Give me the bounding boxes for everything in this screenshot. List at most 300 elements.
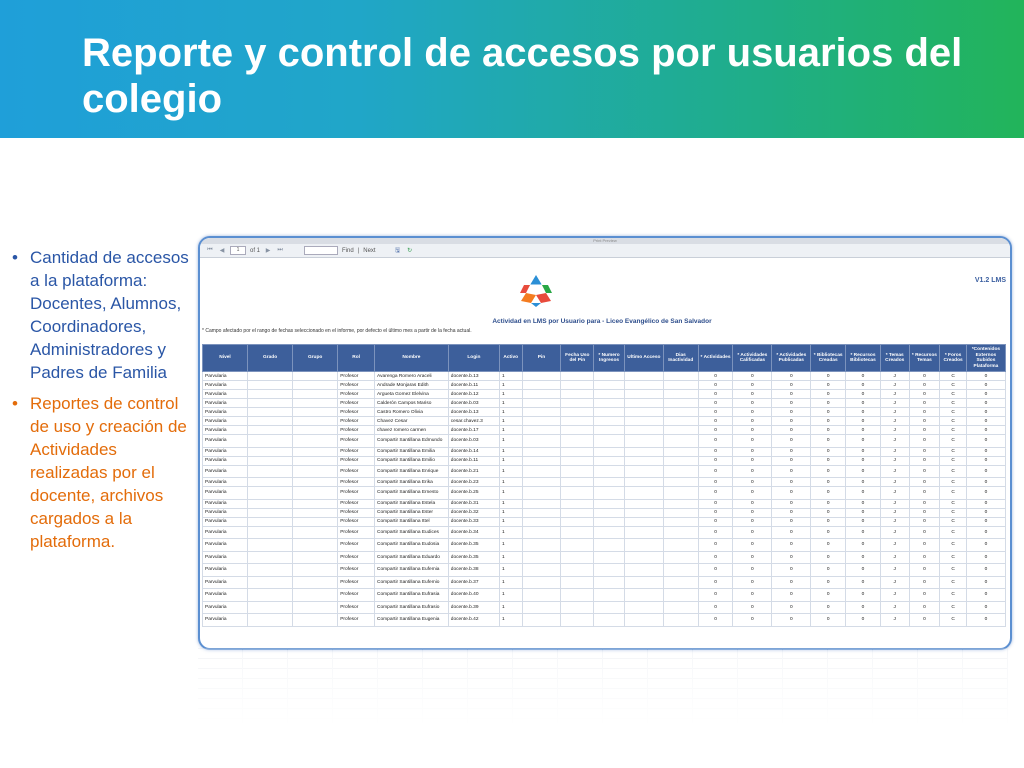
table-cell <box>594 399 625 408</box>
table-cell <box>561 465 594 478</box>
table-cell: docente.b.35 <box>448 539 499 552</box>
table-cell <box>248 408 293 417</box>
bullet-icon: • <box>12 394 18 413</box>
table-cell <box>293 435 338 448</box>
table-cell: C <box>940 478 967 487</box>
table-cell: J <box>880 499 909 508</box>
table-cell: Profesor <box>338 508 375 517</box>
table-cell <box>561 551 594 564</box>
next-page-icon[interactable]: ▶ <box>265 248 271 254</box>
column-header: * Recursos Bibliotecas <box>846 345 881 372</box>
table-cell: Compartir Santillana Eufemio <box>375 576 449 589</box>
table-cell <box>293 447 338 456</box>
table-cell: Profesor <box>338 589 375 602</box>
table-cell: 0 <box>772 539 811 552</box>
table-cell: 0 <box>846 447 881 456</box>
table-cell <box>248 372 293 381</box>
table-cell <box>522 601 561 614</box>
table-cell <box>522 539 561 552</box>
table-cell: 0 <box>846 465 881 478</box>
column-header: * Actividades <box>698 345 733 372</box>
table-cell: 0 <box>698 517 733 526</box>
table-cell: J <box>880 465 909 478</box>
table-row <box>203 399 1006 408</box>
table-cell: 1 <box>499 589 522 602</box>
table-cell <box>248 381 293 390</box>
table-cell: Parvularia <box>203 408 248 417</box>
table-cell: C <box>940 499 967 508</box>
export-icon[interactable]: 🖫 <box>395 247 401 254</box>
table-cell: 0 <box>846 435 881 448</box>
table-cell: 0 <box>846 456 881 465</box>
table-cell: 0 <box>846 399 881 408</box>
table-cell <box>594 589 625 602</box>
table-cell <box>624 551 663 564</box>
column-header: * Foros Creados <box>940 345 967 372</box>
table-cell: C <box>940 456 967 465</box>
table-row <box>203 539 1006 552</box>
table-cell <box>561 526 594 539</box>
table-cell <box>522 508 561 517</box>
slide-title: Reporte y control de accesos por usuarios del colegio <box>82 31 963 121</box>
table-cell <box>663 408 698 417</box>
refresh-icon[interactable]: ↻ <box>407 248 413 254</box>
table-cell <box>624 614 663 627</box>
table-cell: docente.b.23 <box>448 478 499 487</box>
table-cell: 0 <box>698 426 733 435</box>
table-cell: docente.b.03 <box>448 399 499 408</box>
table-cell: 0 <box>698 539 733 552</box>
table-cell: 0 <box>698 526 733 539</box>
table-cell <box>624 526 663 539</box>
table-cell: Parvularia <box>203 601 248 614</box>
table-cell: Profesor <box>338 417 375 426</box>
table-cell: Profesor <box>338 551 375 564</box>
bullet-list <box>10 246 192 561</box>
report-table <box>202 344 1006 627</box>
table-cell: 0 <box>811 435 846 448</box>
table-cell <box>561 399 594 408</box>
table-cell: docente.b.31 <box>448 499 499 508</box>
table-cell: 0 <box>698 447 733 456</box>
table-cell: 0 <box>698 499 733 508</box>
table-cell <box>561 589 594 602</box>
table-cell: J <box>880 447 909 456</box>
prev-page-icon[interactable]: ◀ <box>219 248 225 254</box>
table-cell: 0 <box>772 526 811 539</box>
table-cell: Profesor <box>338 390 375 399</box>
table-cell: 0 <box>811 478 846 487</box>
table-cell <box>293 465 338 478</box>
table-row <box>203 487 1006 500</box>
table-cell <box>293 399 338 408</box>
table-cell: 0 <box>772 456 811 465</box>
table-cell: 0 <box>846 487 881 500</box>
table-cell: Profesor <box>338 372 375 381</box>
table-cell: Parvularia <box>203 508 248 517</box>
table-cell: 0 <box>698 435 733 448</box>
table-cell <box>624 517 663 526</box>
table-cell: C <box>940 408 967 417</box>
table-cell: Calderón Campos Mariso <box>375 399 449 408</box>
table-cell: 0 <box>733 390 772 399</box>
table-cell: C <box>940 526 967 539</box>
table-cell: 0 <box>966 601 1005 614</box>
table-cell <box>522 478 561 487</box>
table-cell: 0 <box>966 526 1005 539</box>
table-cell: 0 <box>909 390 940 399</box>
table-cell: cesar.chavez.3 <box>448 417 499 426</box>
table-cell <box>624 381 663 390</box>
table-cell: 0 <box>811 456 846 465</box>
table-cell: docente.b.38 <box>448 564 499 577</box>
table-cell: 1 <box>499 508 522 517</box>
table-cell: 0 <box>846 526 881 539</box>
table-cell: docente.b.35 <box>448 551 499 564</box>
table-row <box>203 372 1006 381</box>
table-row <box>203 564 1006 577</box>
table-cell: 0 <box>733 426 772 435</box>
table-cell <box>561 539 594 552</box>
first-page-icon[interactable]: ⏮ <box>207 247 213 253</box>
column-header: Fecha Uso del Pin <box>561 345 594 372</box>
table-row <box>203 456 1006 465</box>
table-cell <box>663 551 698 564</box>
table-cell: 0 <box>698 508 733 517</box>
report-toolbar: ⏮ ◀ 1 of 1 ▶ ⏭ Find | Next 🖫 ↻ <box>200 244 1010 258</box>
table-cell: 0 <box>733 551 772 564</box>
table-cell: 0 <box>846 517 881 526</box>
table-cell: Parvularia <box>203 435 248 448</box>
report-note: * Campo afectado por el rango de fechas seleccionado en el informe, por defecto el último mes a partir de la fecha actual. <box>202 328 472 334</box>
table-cell <box>663 508 698 517</box>
table-cell: J <box>880 381 909 390</box>
table-cell: C <box>940 551 967 564</box>
table-cell: Parvularia <box>203 465 248 478</box>
table-cell <box>293 564 338 577</box>
table-cell: 0 <box>733 408 772 417</box>
table-cell: J <box>880 390 909 399</box>
table-header <box>203 345 1006 372</box>
table-cell: docente.b.13 <box>448 372 499 381</box>
table-cell: docente.b.11 <box>448 381 499 390</box>
table-cell: 0 <box>811 487 846 500</box>
table-cell <box>624 478 663 487</box>
column-header: * Numero Ingresos <box>594 345 625 372</box>
table-cell: 0 <box>733 456 772 465</box>
table-cell: 0 <box>909 517 940 526</box>
table-cell <box>522 551 561 564</box>
table-cell: 0 <box>733 564 772 577</box>
table-cell: C <box>940 539 967 552</box>
table-cell: 0 <box>698 614 733 627</box>
table-cell <box>663 447 698 456</box>
table-cell: Compartir Santillana Eudices <box>375 526 449 539</box>
table-cell: 0 <box>966 435 1005 448</box>
table-cell <box>248 526 293 539</box>
table-cell: 1 <box>499 576 522 589</box>
table-cell <box>594 417 625 426</box>
table-cell: 0 <box>846 390 881 399</box>
table-cell <box>624 465 663 478</box>
table-cell: 0 <box>772 508 811 517</box>
table-cell <box>248 551 293 564</box>
table-cell <box>663 576 698 589</box>
table-cell <box>293 426 338 435</box>
table-cell <box>522 564 561 577</box>
table-cell: 0 <box>698 551 733 564</box>
table-cell: 1 <box>499 499 522 508</box>
table-cell: 0 <box>846 381 881 390</box>
table-cell <box>522 614 561 627</box>
table-cell <box>561 447 594 456</box>
table-cell: 0 <box>698 564 733 577</box>
table-cell: Parvularia <box>203 447 248 456</box>
table-cell: J <box>880 408 909 417</box>
table-cell: 0 <box>698 417 733 426</box>
table-cell <box>561 564 594 577</box>
table-cell <box>624 499 663 508</box>
table-cell: 0 <box>909 417 940 426</box>
table-cell: C <box>940 589 967 602</box>
table-cell: 0 <box>846 539 881 552</box>
table-cell: docente.b.21 <box>448 465 499 478</box>
table-cell <box>663 517 698 526</box>
table-cell: 0 <box>909 456 940 465</box>
table-cell <box>561 487 594 500</box>
table-cell: 0 <box>772 381 811 390</box>
table-cell <box>561 614 594 627</box>
table-cell: J <box>880 435 909 448</box>
table-cell: 0 <box>909 447 940 456</box>
last-page-icon[interactable]: ⏭ <box>277 247 283 253</box>
table-cell: 0 <box>811 614 846 627</box>
table-cell: 0 <box>772 601 811 614</box>
table-cell: 0 <box>909 601 940 614</box>
table-cell: C <box>940 447 967 456</box>
table-cell: 0 <box>733 589 772 602</box>
bullet-item-accesos <box>10 246 192 384</box>
table-cell: 0 <box>733 478 772 487</box>
page-number-input[interactable]: 1 <box>230 246 246 255</box>
next-link[interactable]: Next <box>363 247 376 254</box>
table-cell: 0 <box>772 426 811 435</box>
table-cell <box>594 435 625 448</box>
table-cell <box>522 381 561 390</box>
table-cell: J <box>880 589 909 602</box>
column-header: * Temas Creados <box>880 345 909 372</box>
version-label: V1.2 LMS <box>974 277 1006 284</box>
table-cell: 0 <box>698 456 733 465</box>
column-header: Ultimo Acceso <box>624 345 663 372</box>
table-cell: 0 <box>966 551 1005 564</box>
table-cell: 1 <box>499 399 522 408</box>
table-row <box>203 408 1006 417</box>
table-cell: 0 <box>966 589 1005 602</box>
table-body <box>203 372 1006 627</box>
find-link[interactable]: Find <box>342 247 354 254</box>
table-cell: C <box>940 372 967 381</box>
table-row <box>203 499 1006 508</box>
table-cell: 1 <box>499 517 522 526</box>
table-cell: 0 <box>909 426 940 435</box>
table-cell: 1 <box>499 435 522 448</box>
find-input[interactable] <box>304 246 338 255</box>
table-cell <box>248 447 293 456</box>
table-cell: Compartir Santillana Erika <box>375 478 449 487</box>
table-cell: 1 <box>499 487 522 500</box>
table-cell: 0 <box>733 539 772 552</box>
table-cell <box>561 381 594 390</box>
table-row <box>203 614 1006 627</box>
table-cell: 0 <box>811 589 846 602</box>
table-cell <box>624 589 663 602</box>
table-cell: 0 <box>733 601 772 614</box>
table-cell: Chavez Cesar <box>375 417 449 426</box>
table-cell: 0 <box>909 508 940 517</box>
table-cell <box>293 390 338 399</box>
column-header: * Actividades Publicadas <box>772 345 811 372</box>
table-cell <box>293 417 338 426</box>
table-cell <box>293 381 338 390</box>
table-cell <box>663 487 698 500</box>
table-cell: Profesor <box>338 487 375 500</box>
table-cell <box>594 465 625 478</box>
table-cell <box>663 399 698 408</box>
table-cell: Parvularia <box>203 564 248 577</box>
table-cell <box>624 417 663 426</box>
table-cell: Compartir Santillana Eugenia <box>375 614 449 627</box>
table-cell: C <box>940 465 967 478</box>
table-cell <box>522 390 561 399</box>
table-cell: 0 <box>811 551 846 564</box>
table-cell <box>624 564 663 577</box>
column-header: Nombre <box>375 345 449 372</box>
table-cell: docente.b.14 <box>448 447 499 456</box>
table-cell: 0 <box>846 551 881 564</box>
table-cell: Compartir Santillana Ernesto <box>375 487 449 500</box>
table-cell <box>594 478 625 487</box>
table-cell: 0 <box>698 589 733 602</box>
table-cell: 0 <box>846 601 881 614</box>
table-cell <box>624 539 663 552</box>
table-cell: C <box>940 435 967 448</box>
table-cell <box>624 456 663 465</box>
table-cell <box>248 589 293 602</box>
table-cell: docente.b.25 <box>448 487 499 500</box>
bullet-icon: • <box>12 248 18 267</box>
table-cell: 0 <box>909 408 940 417</box>
table-cell: Compartir Santillana Eufrasio <box>375 601 449 614</box>
table-cell <box>594 381 625 390</box>
table-cell: 0 <box>811 426 846 435</box>
table-cell: 0 <box>846 589 881 602</box>
table-cell: 0 <box>772 435 811 448</box>
table-row <box>203 551 1006 564</box>
table-cell: docente.b.39 <box>448 601 499 614</box>
table-cell: 0 <box>811 417 846 426</box>
screenshot-reflection <box>198 648 1008 728</box>
table-cell: 0 <box>772 372 811 381</box>
table-cell: Compartir Santillana Ester <box>375 508 449 517</box>
table-cell <box>663 465 698 478</box>
table-cell: docente.b.33 <box>448 517 499 526</box>
table-cell: 0 <box>966 408 1005 417</box>
table-cell: J <box>880 372 909 381</box>
table-cell: 0 <box>811 465 846 478</box>
table-cell: 0 <box>966 399 1005 408</box>
table-cell: Parvularia <box>203 478 248 487</box>
table-cell <box>522 517 561 526</box>
table-cell <box>293 408 338 417</box>
page-count-label: of 1 <box>250 247 261 254</box>
table-cell <box>522 456 561 465</box>
table-cell: 0 <box>698 390 733 399</box>
table-row <box>203 435 1006 448</box>
table-cell <box>522 372 561 381</box>
table-cell: Parvularia <box>203 551 248 564</box>
table-cell <box>248 456 293 465</box>
table-cell <box>561 478 594 487</box>
title-banner <box>0 0 1024 138</box>
table-cell <box>522 447 561 456</box>
table-cell <box>561 372 594 381</box>
table-cell: J <box>880 478 909 487</box>
table-cell: 0 <box>909 576 940 589</box>
table-cell: 1 <box>499 381 522 390</box>
table-cell: Parvularia <box>203 399 248 408</box>
table-cell: 0 <box>846 508 881 517</box>
table-cell: 0 <box>811 539 846 552</box>
table-cell: 0 <box>733 576 772 589</box>
table-cell <box>248 426 293 435</box>
table-cell <box>293 589 338 602</box>
table-cell <box>663 589 698 602</box>
table-cell <box>522 465 561 478</box>
table-cell: C <box>940 576 967 589</box>
table-cell: 0 <box>909 478 940 487</box>
table-cell: 0 <box>846 426 881 435</box>
table-cell <box>293 508 338 517</box>
table-cell <box>624 487 663 500</box>
table-cell: Profesor <box>338 435 375 448</box>
table-cell: docente.b.03 <box>448 435 499 448</box>
table-cell: docente.b.12 <box>448 390 499 399</box>
table-cell: 1 <box>499 426 522 435</box>
table-cell <box>594 426 625 435</box>
table-cell: Parvularia <box>203 487 248 500</box>
table-cell: C <box>940 601 967 614</box>
table-cell: 0 <box>811 576 846 589</box>
column-header: * Recursos Temas <box>909 345 940 372</box>
table-cell: Parvularia <box>203 499 248 508</box>
table-cell: 0 <box>698 487 733 500</box>
table-cell: 0 <box>772 487 811 500</box>
table-cell: Profesor <box>338 499 375 508</box>
table-cell <box>594 601 625 614</box>
table-cell: 0 <box>772 614 811 627</box>
table-cell: 0 <box>733 517 772 526</box>
table-cell: 0 <box>698 372 733 381</box>
table-cell <box>624 408 663 417</box>
table-cell <box>594 526 625 539</box>
table-cell: 0 <box>733 526 772 539</box>
column-header: * Bibliotecas Creadas <box>811 345 846 372</box>
table-cell <box>663 478 698 487</box>
table-cell <box>522 426 561 435</box>
table-cell: 1 <box>499 465 522 478</box>
table-cell: 0 <box>811 399 846 408</box>
